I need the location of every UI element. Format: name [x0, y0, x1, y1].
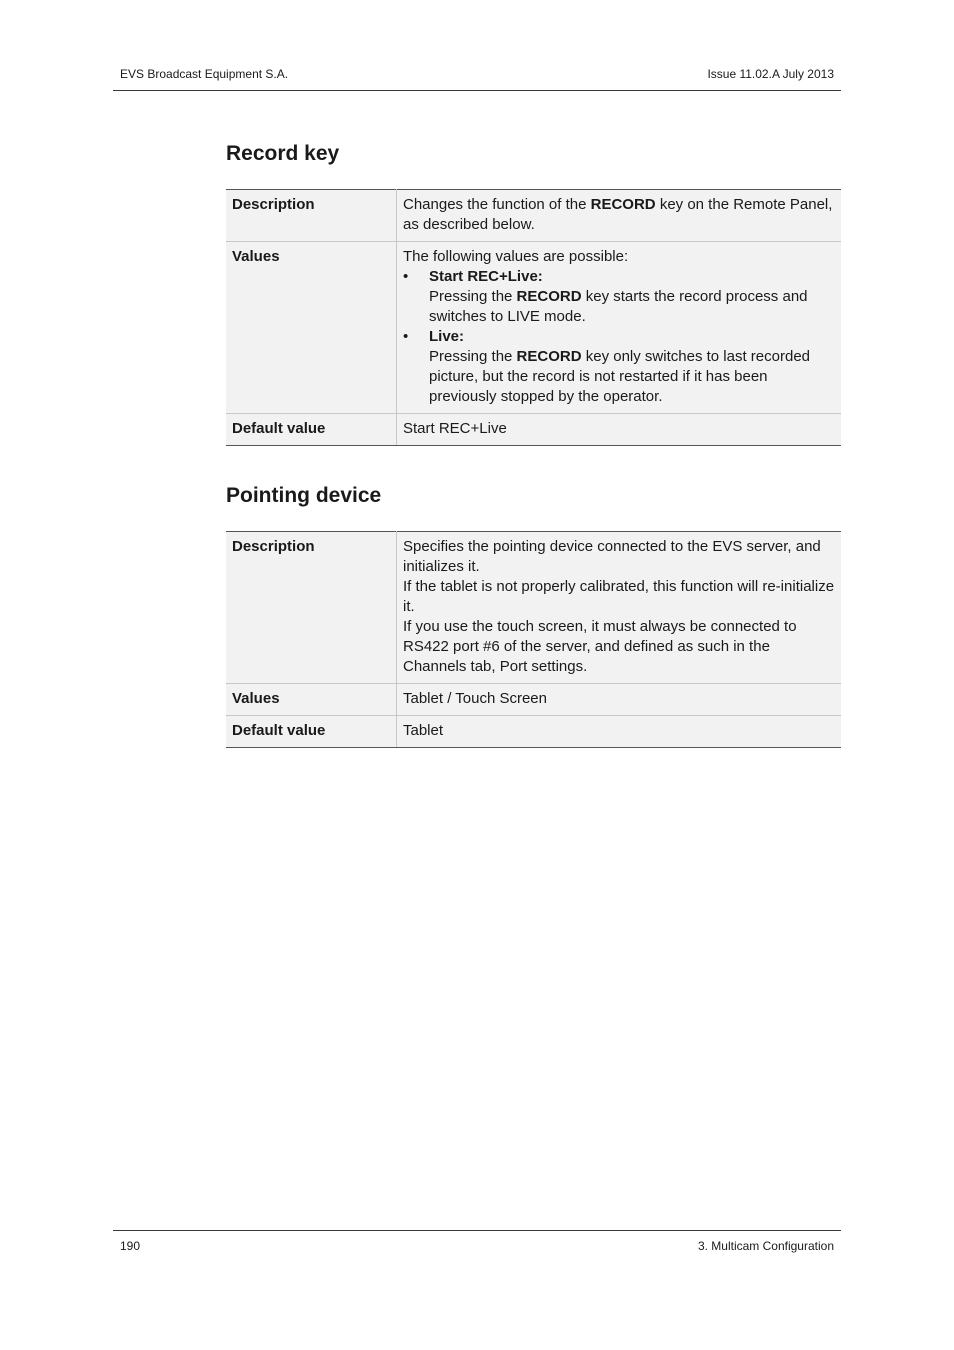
header-company: EVS Broadcast Equipment S.A.: [120, 67, 289, 81]
option-title: Live:: [429, 328, 465, 345]
table-row: [226, 716, 841, 748]
header-issue: Issue 11.02.A July 2013: [707, 67, 834, 81]
pointing-device-table: [226, 531, 841, 748]
row-label: Values: [226, 242, 397, 414]
option-description: Pressing the RECORD key starts the record process and switches to LIVE mode.: [429, 288, 808, 325]
page-header: [113, 64, 841, 91]
row-value: Tablet / Touch Screen: [397, 684, 842, 716]
row-value: Changes the function of the RECORD key on the Remote Panel, as described below.: [397, 190, 842, 242]
values-intro: The following values are possible:: [403, 248, 629, 265]
section-title-record-key: Record key: [226, 142, 340, 165]
list-item: [403, 327, 835, 347]
record-key-table: [226, 189, 841, 446]
row-label: Values: [226, 684, 397, 716]
footer-chapter: 3. Multicam Configuration: [697, 1239, 834, 1253]
row-label: Description: [226, 190, 397, 242]
row-value: Tablet: [397, 716, 842, 748]
table-row: [226, 414, 841, 446]
row-label: Default value: [226, 716, 397, 748]
table-row: [226, 190, 841, 242]
row-label: Default value: [226, 414, 397, 446]
section-title-pointing-device: Pointing device: [226, 484, 382, 507]
row-value: Specifies the pointing device connected to the EVS server, and initializes it. If the tablet is not properly calibrated, this function will re-initialize it. If you use the touch screen, it must always be connected to RS422 port #6 of the server, and defined as such in the Channels tab, Port settings.: [397, 532, 842, 684]
page-footer: [113, 1230, 841, 1257]
table-row: [226, 684, 841, 716]
bullet-icon: •: [403, 268, 409, 285]
row-label: Description: [226, 532, 397, 684]
row-value: [397, 242, 842, 414]
page-number: 190: [120, 1239, 141, 1253]
row-value: Start REC+Live: [397, 414, 842, 446]
option-title: Start REC+Live:: [429, 268, 543, 285]
list-item: [403, 267, 835, 287]
table-row: [226, 532, 841, 684]
table-row: [226, 242, 841, 414]
bullet-icon: •: [403, 328, 409, 345]
option-description: Pressing the RECORD key only switches to last recorded picture, but the record is not restarted if it has been previously stopped by the operator.: [429, 348, 810, 405]
